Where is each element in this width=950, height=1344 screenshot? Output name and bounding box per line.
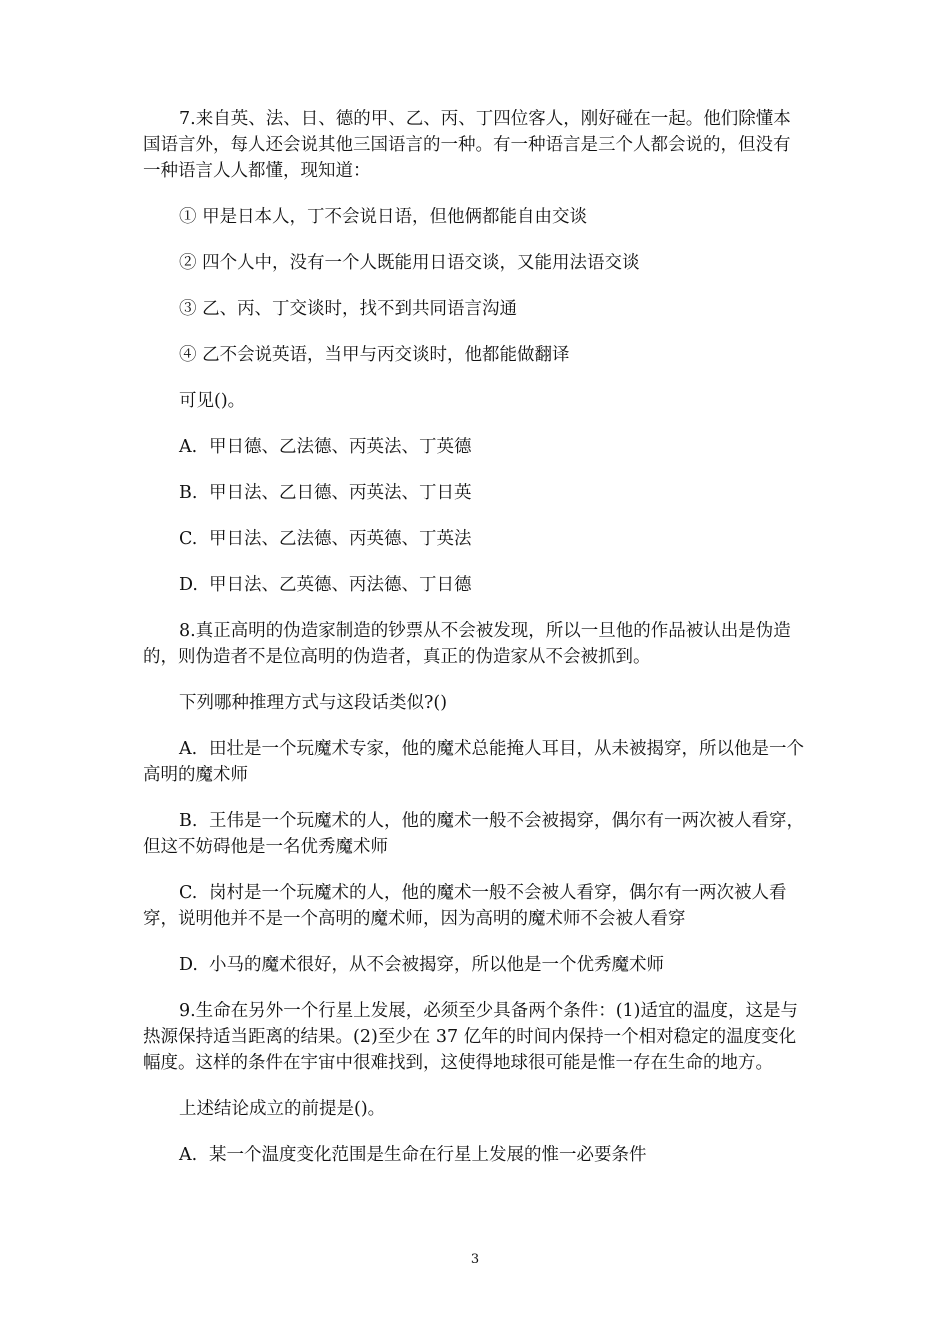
option-letter: C. (179, 883, 198, 903)
option-text: 岗村是一个玩魔术的人，他的魔术一般不会被人看穿，偶尔有一两次被人看穿，说明他并不是一个高明的魔术师，因为高明的魔术师不会被人看穿 (143, 883, 787, 929)
option-text: 甲日法、乙英德、丙法德、丁日德 (209, 575, 472, 595)
q7-option-d (143, 572, 807, 598)
option-text: 小马的魔术很好，从不会被揭穿，所以他是一个优秀魔术师 (209, 955, 664, 975)
option-text: 王伟是一个玩魔术的人，他的魔术一般不会被揭穿，偶尔有一两次被人看穿，但这不妨碍他是一名优秀魔术师 (143, 811, 804, 857)
q9-option-a (143, 1142, 807, 1168)
option-letter: B. (179, 483, 198, 503)
option-letter: C. (179, 529, 198, 549)
q9-prompt: 上述结论成立的前提是()。 (179, 1099, 386, 1119)
q7-condition-3: ③ 乙、丙、丁交谈时，找不到共同语言沟通 (179, 299, 518, 319)
q7-option-a (143, 434, 807, 460)
q7-prompt: 可见()。 (179, 391, 246, 411)
option-letter: A. (179, 739, 198, 759)
q7-condition-2: ② 四个人中，没有一个人既能用日语交谈，又能用法语交谈 (179, 253, 640, 273)
q8-option-c (143, 880, 807, 932)
option-text: 某一个温度变化范围是生命在行星上发展的惟一必要条件 (209, 1145, 647, 1165)
option-letter: A. (179, 1145, 198, 1165)
q7-condition-4: ④ 乙不会说英语，当甲与丙交谈时，他都能做翻译 (179, 345, 570, 365)
option-letter: B. (179, 811, 198, 831)
q7-condition-1: ① 甲是日本人，丁不会说日语，但他俩都能自由交谈 (179, 207, 588, 227)
option-letter: A. (179, 437, 198, 457)
q8-option-d (143, 952, 807, 978)
page-number: 3 (470, 1252, 480, 1267)
option-text: 甲日法、乙日德、丙英法、丁日英 (209, 483, 472, 503)
q7-stem: 7.来自英、法、日、德的甲、乙、丙、丁四位客人，刚好碰在一起。他们除懂本国语言外，每人还会说其他三国语言的一种。有一种语言是三个人都会说的，但没有一种语言人人都懂，现知道： (143, 109, 791, 181)
q8-prompt: 下列哪种推理方式与这段话类似?() (179, 693, 448, 713)
q8-option-b (143, 808, 807, 860)
q8-stem: 8.真正高明的伪造家制造的钞票从不会被发现，所以一旦他的作品被认出是伪造的，则伪造者不是位高明的伪造者，真正的伪造家从不会被抓到。 (143, 621, 791, 667)
option-text: 甲日法、乙法德、丙英德、丁英法 (209, 529, 472, 549)
q9-stem: 9.生命在另外一个行星上发展，必须至少具备两个条件：(1)适宜的温度，这是与热源保持适当距离的结果。(2)至少在 37 亿年的时间内保持一个相对稳定的温度变化幅度。这样的条件在宇宙中很难找到，这使得地球很可能是惟一存在生命的地方。 (143, 1001, 798, 1073)
option-letter: D. (179, 955, 198, 975)
document-page (143, 106, 807, 1168)
q8-option-a (143, 736, 807, 788)
q7-option-b (143, 480, 807, 506)
q7-option-c (143, 526, 807, 552)
option-text: 田壮是一个玩魔术专家，他的魔术总能掩人耳目，从未被揭穿，所以他是一个高明的魔术师 (143, 739, 804, 785)
option-letter: D. (179, 575, 198, 595)
option-text: 甲日德、乙法德、丙英法、丁英德 (209, 437, 472, 457)
